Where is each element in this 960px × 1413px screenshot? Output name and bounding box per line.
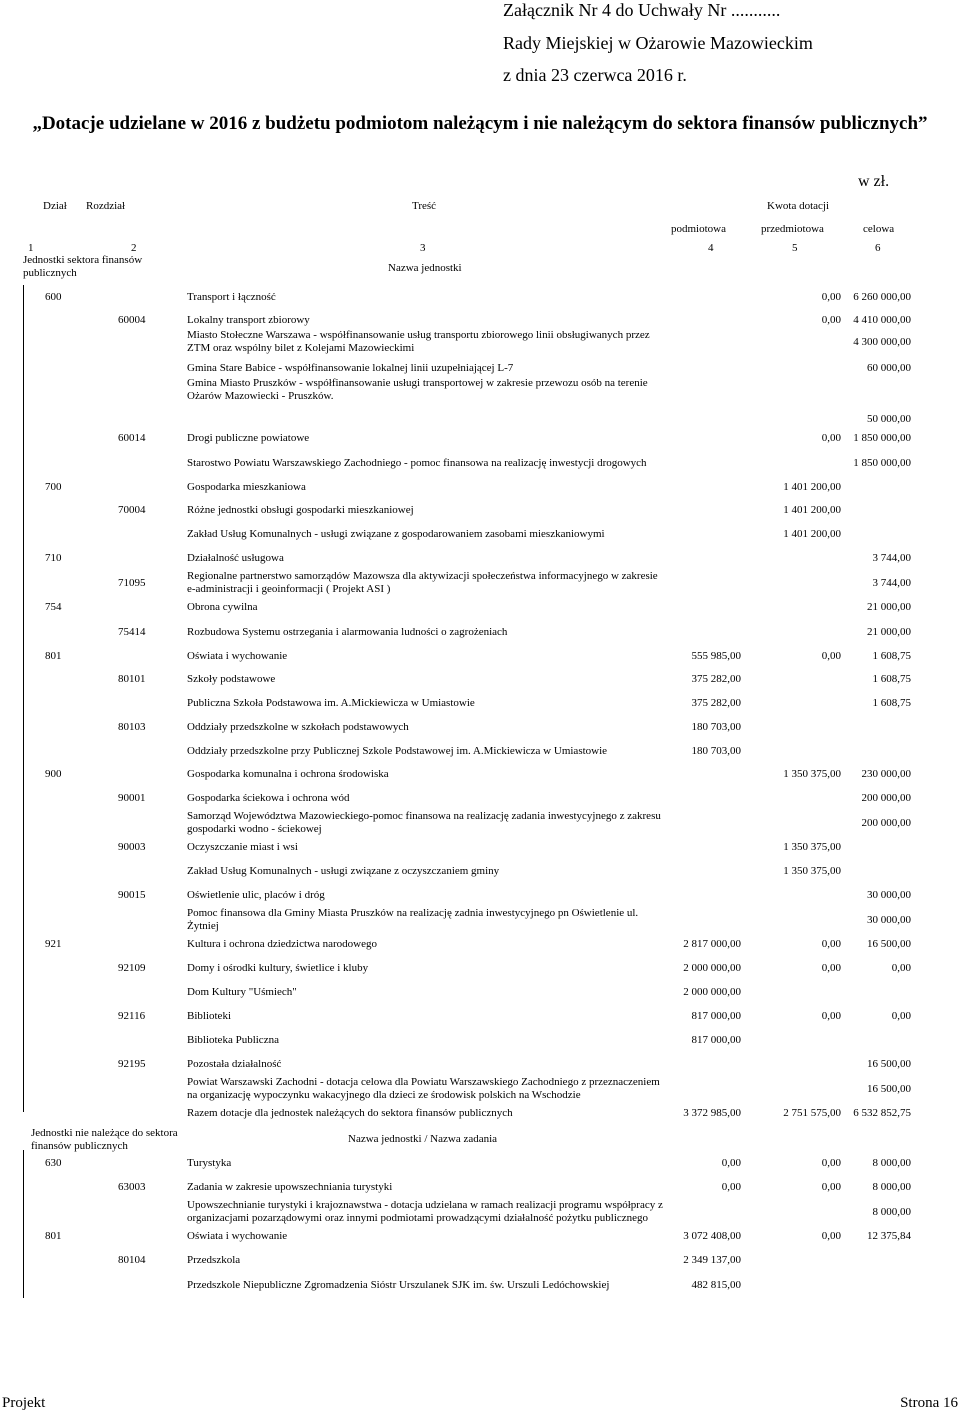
cell-tresc: Obrona cywilna <box>187 600 258 613</box>
cell-celowa: 200 000,00 <box>861 791 911 804</box>
cell-przedmiotowa: 0,00 <box>821 961 841 974</box>
cell-tresc: Gospodarka mieszkaniowa <box>187 480 306 493</box>
table-row <box>23 985 911 999</box>
cell-tresc: Domy i ośrodki kultury, świetlice i kluby <box>187 961 369 974</box>
cell-podmiotowa: 0,00 <box>721 1156 741 1169</box>
non-public-name-label: Nazwa jednostki / Nazwa zadania <box>348 1133 498 1145</box>
cell-podmiotowa: 555 985,00 <box>691 649 741 662</box>
table-row <box>23 290 911 304</box>
cell-tresc: Zakład Usług Komunalnych - usługi związane z gospodarowaniem zasobami mieszkaniowymi <box>187 527 605 540</box>
cell-rozdzial: 90001 <box>118 791 146 804</box>
cell-rozdzial: 80104 <box>118 1253 146 1266</box>
cell-podmiotowa: 3 372 985,00 <box>683 1106 741 1119</box>
table-row <box>23 1278 911 1292</box>
cell-przedmiotowa: 0,00 <box>821 937 841 950</box>
cell-tresc: Rozbudowa Systemu ostrzegania i alarmowania ludności o zagrożeniach <box>187 625 508 638</box>
cell-tresc: Upowszechnianie turystyki i krajoznawstwa - dotacja udzielana w ramach realizacji programu współpracy z organizacjami pozarządowymi oraz innymi podmiotami prowadzącymi działalność pożytku publicznego <box>187 1199 663 1224</box>
cell-dzial: 630 <box>45 1156 62 1169</box>
cell-przedmiotowa: 1 401 200,00 <box>783 503 841 516</box>
cell-podmiotowa: 180 703,00 <box>691 720 741 733</box>
cell-dzial: 754 <box>45 600 62 613</box>
table-row <box>23 527 911 541</box>
cell-podmiotowa: 2 000 000,00 <box>683 985 741 998</box>
cell-tresc: Biblioteka Publiczna <box>187 1033 279 1046</box>
cell-celowa: 4 410 000,00 <box>853 313 911 326</box>
table-row <box>23 1253 911 1267</box>
cell-podmiotowa: 817 000,00 <box>691 1009 741 1022</box>
cell-tresc: Powiat Warszawski Zachodni - dotacja celowa dla Powiatu Warszawskiego Zachodniego z przeznaczeniem na organizację wypoczynku wakacyjnego dla dzieci ze środowisk polskich na Wschodzie <box>187 1076 660 1101</box>
cell-celowa: 1 608,75 <box>872 672 911 685</box>
cell-przedmiotowa: 2 751 575,00 <box>783 1106 841 1119</box>
cell-celowa: 1 608,75 <box>872 649 911 662</box>
cell-celowa: 3 744,00 <box>872 551 911 564</box>
cell-rozdzial: 90015 <box>118 888 146 901</box>
table-row <box>23 961 911 975</box>
cell-tresc: Zadania w zakresie upowszechniania turystyki <box>187 1180 393 1193</box>
table-row <box>23 431 911 445</box>
cell-celowa: 6 532 852,75 <box>853 1106 911 1119</box>
table-row <box>23 767 911 781</box>
col-number-2: 2 <box>131 242 137 254</box>
cell-tresc: Lokalny transport zbiorowy <box>187 313 310 326</box>
cell-tresc: Gmina Miasto Pruszków - współfinansowanie usługi transportowej w zakresie przewozu osób na terenie Ożarów Mazowiecki - Pruszków. <box>187 377 648 402</box>
cell-celowa: 8 000,00 <box>872 1205 911 1218</box>
cell-podmiotowa: 2 000 000,00 <box>683 961 741 974</box>
cell-podmiotowa: 375 282,00 <box>691 672 741 685</box>
cell-podmiotowa: 2 349 137,00 <box>683 1253 741 1266</box>
cell-tresc: Samorząd Województwa Mazowieckiego-pomoc finansowa na realizację zadania inwestycyjnego z zakresu gospodarki wodno - ściekowej <box>187 810 661 835</box>
cell-podmiotowa: 3 072 408,00 <box>683 1229 741 1242</box>
table-row <box>23 810 911 836</box>
table-row <box>23 1106 911 1120</box>
cell-celowa: 8 000,00 <box>872 1180 911 1193</box>
document-title: „Dotacje udzielane w 2016 z budżetu podmiotom należącym i nie należącym do sektora finansów publicznych” <box>32 113 928 134</box>
table-row <box>23 1057 911 1071</box>
header-line-2: Rady Miejskiej w Ożarowie Mazowieckim <box>503 33 813 53</box>
cell-celowa: 30 000,00 <box>867 913 911 926</box>
cell-przedmiotowa: 0,00 <box>821 649 841 662</box>
cell-celowa: 50 000,00 <box>867 413 911 425</box>
cell-dzial: 801 <box>45 1229 62 1242</box>
cell-przedmiotowa: 1 350 375,00 <box>783 767 841 780</box>
cell-celowa: 200 000,00 <box>861 816 911 829</box>
cell-celowa: 0,00 <box>891 961 911 974</box>
cell-tresc: Pozostała działalność <box>187 1057 282 1070</box>
col-podmiotowa: podmiotowa <box>671 223 726 235</box>
cell-tresc: Turystyka <box>187 1156 232 1169</box>
cell-celowa: 60 000,00 <box>867 361 911 374</box>
cell-tresc: Razem dotacje dla jednostek należących do sektora finansów publicznych <box>187 1106 513 1119</box>
table-row <box>23 937 911 951</box>
table-row <box>23 551 911 565</box>
cell-celowa: 16 500,00 <box>867 1057 911 1070</box>
cell-rozdzial: 60004 <box>118 313 146 326</box>
table-row <box>23 791 911 805</box>
table-row <box>23 377 911 427</box>
table-row <box>23 864 911 878</box>
cell-podmiotowa: 2 817 000,00 <box>683 937 741 950</box>
cell-przedmiotowa: 1 401 200,00 <box>783 480 841 493</box>
cell-dzial: 700 <box>45 480 62 493</box>
cell-celowa: 1 850 000,00 <box>853 456 911 469</box>
cell-przedmiotowa: 0,00 <box>821 1180 841 1193</box>
cell-tresc: Oddziały przedszkolne w szkołach podstawowych <box>187 720 409 733</box>
cell-celowa: 0,00 <box>891 1009 911 1022</box>
table-row <box>23 888 911 902</box>
table-row <box>23 313 911 327</box>
col-number-4: 4 <box>708 242 714 254</box>
cell-rozdzial: 63003 <box>118 1180 146 1193</box>
cell-tresc: Oczyszczanie miast i wsi <box>187 840 298 853</box>
table-row <box>23 570 911 596</box>
cell-celowa: 3 744,00 <box>872 576 911 589</box>
cell-celowa: 21 000,00 <box>867 600 911 613</box>
cell-tresc: Przedszkola <box>187 1253 241 1266</box>
cell-tresc: Regionalne partnerstwo samorządów Mazowsza dla aktywizacji społeczeństwa informacyjnego w zakresie e-administracji i geoinformacji ( Projekt ASI ) <box>187 570 658 595</box>
table-row <box>23 1199 911 1225</box>
cell-tresc: Różne jednostki obsługi gospodarki mieszkaniowej <box>187 503 414 516</box>
table-row <box>23 480 911 494</box>
cell-celowa: 1 850 000,00 <box>853 431 911 444</box>
cell-celowa: 30 000,00 <box>867 888 911 901</box>
table-row <box>23 1156 911 1170</box>
cell-przedmiotowa: 0,00 <box>821 290 841 303</box>
cell-celowa: 1 608,75 <box>872 696 911 709</box>
cell-celowa: 8 000,00 <box>872 1156 911 1169</box>
col-rozdzial: Rozdział <box>86 200 126 212</box>
cell-dzial: 921 <box>45 937 62 950</box>
table-row <box>23 649 911 663</box>
cell-celowa: 230 000,00 <box>861 767 911 780</box>
cell-tresc: Oświata i wychowanie <box>187 649 288 662</box>
cell-rozdzial: 75414 <box>118 625 146 638</box>
cell-podmiotowa: 375 282,00 <box>691 696 741 709</box>
table-row <box>23 696 911 710</box>
header-line-3: z dnia 23 czerwca 2016 r. <box>503 65 687 85</box>
cell-celowa: 16 500,00 <box>867 937 911 950</box>
cell-rozdzial: 80103 <box>118 720 146 733</box>
non-public-label: Jednostki nie należące do sektora finansów publicznych <box>31 1127 178 1152</box>
table-row <box>23 361 911 375</box>
cell-tresc: Kultura i ochrona dziedzictwa narodowego <box>187 937 377 950</box>
cell-tresc: Pomoc finansowa dla Gminy Miasta Pruszków na realizację zadnia inwestycyjnego pn Oświetlenie ul. Żytniej <box>187 907 639 932</box>
col-number-3: 3 <box>420 242 426 254</box>
col-tresc: Treść <box>412 200 437 212</box>
header-line-1: Załącznik Nr 4 do Uchwały Nr ........... <box>503 0 781 20</box>
cell-tresc: Zakład Usług Komunalnych - usługi związane z oczyszczaniem gminy <box>187 864 500 877</box>
cell-tresc: Dom Kultury "Uśmiech" <box>187 985 297 998</box>
section-header-non-public <box>23 1125 911 1153</box>
table-row <box>23 329 911 355</box>
cell-tresc: Przedszkole Niepubliczne Zgromadzenia Sióstr Urszulanek SJK im. św. Urszuli Ledóchowskiej <box>187 1278 610 1291</box>
col-celowa: celowa <box>863 223 895 235</box>
table-row <box>23 1180 911 1194</box>
cell-tresc: Biblioteki <box>187 1009 231 1022</box>
cell-tresc: Drogi publiczne powiatowe <box>187 431 310 444</box>
left-border-2 <box>23 1150 24 1298</box>
cell-rozdzial: 90003 <box>118 840 146 853</box>
cell-celowa: 4 300 000,00 <box>853 335 911 348</box>
cell-celowa: 16 500,00 <box>867 1082 911 1095</box>
cell-podmiotowa: 0,00 <box>721 1180 741 1193</box>
cell-tresc: Publiczna Szkoła Podstawowa im. A.Mickiewicza w Umiastowie <box>187 696 475 709</box>
cell-tresc: Oddziały przedszkolne przy Publicznej Szkole Podstawowej im. A.Mickiewicza w Umiastowie <box>187 744 608 757</box>
cell-tresc: Oświata i wychowanie <box>187 1229 288 1242</box>
cell-celowa: 21 000,00 <box>867 625 911 638</box>
cell-przedmiotowa: 0,00 <box>821 1156 841 1169</box>
table-row <box>23 1033 911 1047</box>
table-row <box>23 600 911 614</box>
cell-przedmiotowa: 1 350 375,00 <box>783 840 841 853</box>
cell-tresc: Starostwo Powiatu Warszawskiego Zachodniego - pomoc finansowa na realizację inwestycji drogowych <box>187 456 647 469</box>
cell-tresc: Miasto Stołeczne Warszawa - współfinansowanie usług transportu zbiorowego linii obsługiwanych przez ZTM oraz wspólny bilet z Kolejami Mazowieckimi <box>187 329 650 354</box>
cell-rozdzial: 60014 <box>118 431 146 444</box>
col-kwota: Kwota dotacji <box>767 200 830 212</box>
cell-celowa: 12 375,84 <box>867 1229 911 1242</box>
footer-page-number: Strona 16 <box>900 1395 958 1411</box>
cell-podmiotowa: 482 815,00 <box>691 1278 741 1291</box>
table-row <box>23 1009 911 1023</box>
cell-przedmiotowa: 1 401 200,00 <box>783 527 841 540</box>
cell-dzial: 710 <box>45 551 62 564</box>
cell-tresc: Oświetlenie ulic, placów i dróg <box>187 888 325 901</box>
cell-dzial: 900 <box>45 767 62 780</box>
table-row <box>23 672 911 686</box>
cell-tresc: Gospodarka komunalna i ochrona środowiska <box>187 767 389 780</box>
table-row <box>23 720 911 734</box>
cell-podmiotowa: 817 000,00 <box>691 1033 741 1046</box>
nazwa-jednostki-label: Nazwa jednostki <box>388 262 462 274</box>
cell-rozdzial: 70004 <box>118 503 146 516</box>
footer-project: Projekt <box>2 1395 46 1411</box>
cell-celowa: 6 260 000,00 <box>853 290 911 303</box>
cell-rozdzial: 92109 <box>118 961 146 974</box>
table-row <box>23 625 911 639</box>
cell-przedmiotowa: 0,00 <box>821 1009 841 1022</box>
table-row <box>23 456 911 470</box>
table-row <box>23 1076 911 1102</box>
cell-tresc: Transport i łączność <box>187 290 276 303</box>
cell-dzial: 801 <box>45 649 62 662</box>
cell-rozdzial: 71095 <box>118 576 146 589</box>
col-number-5: 5 <box>792 242 798 254</box>
cell-przedmiotowa: 0,00 <box>821 313 841 326</box>
cell-tresc: Szkoły podstawowe <box>187 672 276 685</box>
jsfp-label: Jednostki sektora finansów publicznych <box>23 254 143 279</box>
table-row <box>23 1229 911 1243</box>
cell-tresc: Gospodarka ściekowa i ochrona wód <box>187 791 350 804</box>
table-row <box>23 744 911 758</box>
left-border-1 <box>23 285 24 1112</box>
cell-tresc: Działalność usługowa <box>187 551 284 564</box>
cell-tresc: Gmina Stare Babice - współfinansowanie lokalnej linii uzupełniającej L-7 <box>187 361 514 374</box>
table-row <box>23 907 911 933</box>
cell-dzial: 600 <box>45 290 62 303</box>
col-przedmiotowa: przedmiotowa <box>761 223 824 235</box>
cell-przedmiotowa: 0,00 <box>821 431 841 444</box>
column-header <box>23 198 911 288</box>
col-dzial: Dział <box>43 200 67 212</box>
cell-przedmiotowa: 1 350 375,00 <box>783 864 841 877</box>
table-row <box>23 503 911 517</box>
col-number-1: 1 <box>28 242 34 254</box>
table-row <box>23 840 911 854</box>
cell-rozdzial: 92116 <box>118 1009 146 1022</box>
cell-rozdzial: 92195 <box>118 1057 146 1070</box>
col-number-6: 6 <box>875 242 881 254</box>
cell-przedmiotowa: 0,00 <box>821 1229 841 1242</box>
cell-rozdzial: 80101 <box>118 672 146 685</box>
currency-unit: w zł. <box>858 173 890 190</box>
cell-podmiotowa: 180 703,00 <box>691 744 741 757</box>
